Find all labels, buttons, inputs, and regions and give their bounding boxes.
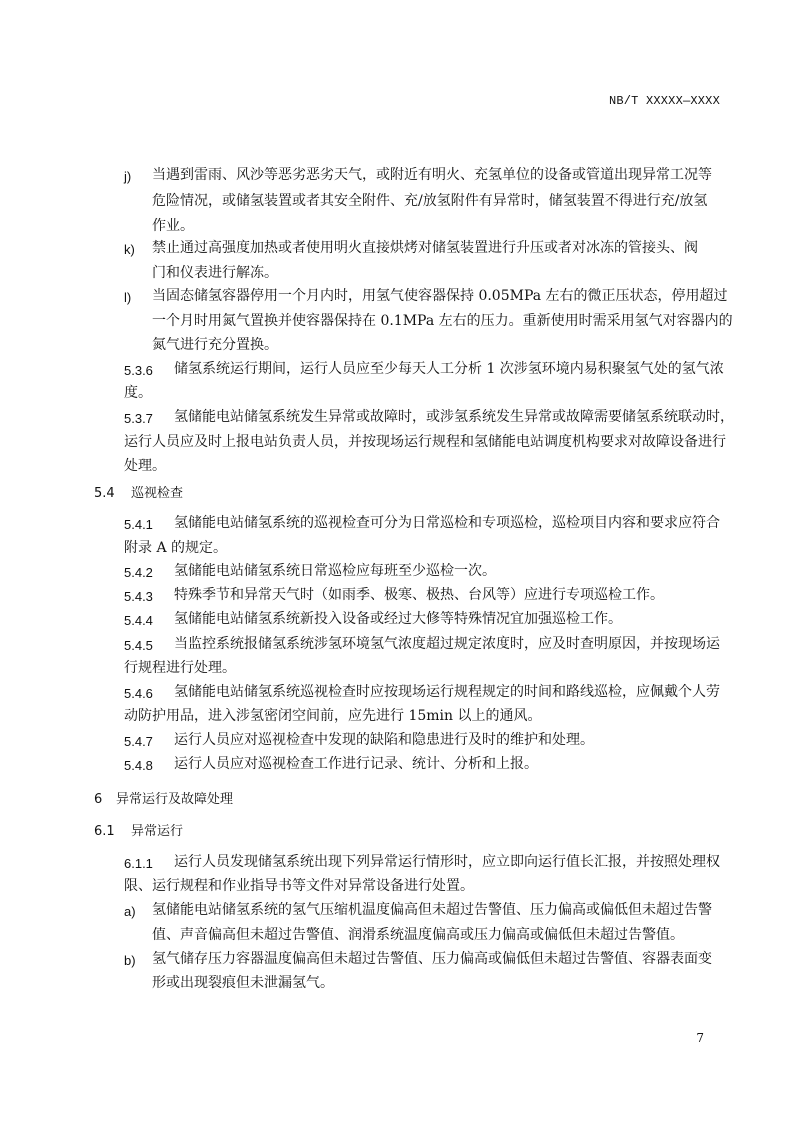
paragraph-line: 氢储能电站储氢系统日常巡检应每班至少巡检一次。 <box>174 563 496 579</box>
paragraph-line: 特殊季节和异常天气时（如雨季、极寒、极热、台风等）应进行专项巡检工作。 <box>174 587 664 603</box>
paragraph-line: 作业。 <box>152 218 194 234</box>
paragraph-line: 危险情况，或储氢装置或者其安全附件、充/放氢附件有异常时，储氢装置不得进行充/放氢 <box>152 193 708 209</box>
clause-number: 5.4.1 <box>124 517 153 532</box>
clause-number: 5.4.6 <box>124 686 153 701</box>
paragraph-line: 度。 <box>124 385 152 401</box>
paragraph-line: 氢储能电站储氢系统新投入设备或经过大修等特殊情况宜加强巡检工作。 <box>174 611 622 627</box>
standard-code-header: NB/T XXXXX—XXXX <box>608 94 720 108</box>
paragraph-line: 氢储能电站储氢系统的氢气压缩机温度偏高但未超过告警值、压力偏高或偏低但未超过告警 <box>152 902 712 918</box>
section-heading-number: 5.4 <box>94 486 115 501</box>
paragraph-line: 运行人员应及时上报电站负责人员，并按现场运行规程和氢储能电站调度机构要求对故障设备进行 <box>124 434 726 450</box>
paragraph-line: 氢储能电站储氢系统发生异常或故障时，或涉氢系统发生异常或故障需要储氢系统联动时， <box>174 409 734 425</box>
list-label-b: b) <box>124 953 136 968</box>
clause-number: 5.4.4 <box>124 613 153 628</box>
paragraph-line: 行规程进行处理。 <box>124 660 236 676</box>
paragraph-line: 禁止通过高强度加热或者使用明火直接烘烤对储氢装置进行升压或者对冰冻的管接头、阀 <box>152 240 698 256</box>
paragraph-line: 当监控系统报储氢系统涉氢环境氢气浓度超过规定浓度时，应及时查明原因，并按现场运 <box>174 636 720 652</box>
page-number: 7 <box>696 1031 704 1045</box>
list-label-l: l) <box>124 290 132 305</box>
clause-number: 5.4.7 <box>124 734 153 749</box>
list-label-k: k) <box>124 242 135 257</box>
clause-number: 5.3.6 <box>124 363 153 378</box>
paragraph-line: 氢储能电站储氢系统的巡视检查可分为日常巡检和专项巡检，巡检项目内容和要求应符合 <box>174 515 720 531</box>
section-heading-title: 巡视检查 <box>131 486 184 501</box>
clause-number: 5.4.3 <box>124 589 153 604</box>
paragraph-line: 当遇到雷雨、风沙等恶劣恶劣天气，或附近有明火、充氢单位的设备或管道出现异常工况等 <box>152 167 712 183</box>
paragraph-line: 氮气进行充分置换。 <box>152 337 278 353</box>
paragraph-line: 限、运行规程和作业指导书等文件对异常设备进行处置。 <box>124 878 474 894</box>
paragraph-line: 储氢系统运行期间，运行人员应至少每天人工分析 1 次涉氢环境内易积聚氢气处的氢气浓 <box>174 361 724 377</box>
list-label-j: j) <box>124 169 132 184</box>
paragraph-line: 值、声音偏高但未超过告警值、润滑系统温度偏高或压力偏高或偏低但未超过告警值。 <box>152 927 684 943</box>
paragraph-line: 运行人员应对巡视检查中发现的缺陷和隐患进行及时的维护和处理。 <box>174 732 594 748</box>
section-heading-title: 异常运行 <box>131 824 184 839</box>
chapter-heading-number: 6 <box>94 792 103 807</box>
clause-number: 5.4.8 <box>124 758 153 773</box>
paragraph-line: 氢气储存压力容器温度偏高但未超过告警值、压力偏高或偏低但未超过告警值、容器表面变 <box>152 951 712 967</box>
clause-number: 5.4.2 <box>124 565 153 580</box>
paragraph-line: 运行人员应对巡视检查工作进行记录、统计、分析和上报。 <box>174 756 538 772</box>
section-heading-number: 6.1 <box>94 824 115 839</box>
paragraph-line: 附录 A 的规定。 <box>124 540 228 556</box>
paragraph-line: 门和仪表进行解冻。 <box>152 265 278 281</box>
chapter-heading-title: 异常运行及故障处理 <box>116 792 234 807</box>
clause-number: 5.4.5 <box>124 638 153 653</box>
paragraph-line: 一个月时用氮气置换并使容器保持在 0.1MPa 左右的压力。重新使用时需采用氢气对容器内的 <box>152 313 733 329</box>
paragraph-line: 当固态储氢容器停用一个月内时，用氢气使容器保持 0.05MPa 左右的微正压状态，停用超过 <box>152 288 728 304</box>
paragraph-line: 形或出现裂痕但未泄漏氢气。 <box>152 975 334 991</box>
list-label-a: a) <box>124 904 136 919</box>
paragraph-line: 处理。 <box>124 458 166 474</box>
paragraph-line: 氢储能电站储氢系统巡视检查时应按现场运行规程规定的时间和路线巡检，应佩戴个人劳 <box>174 684 720 700</box>
clause-number: 6.1.1 <box>124 856 153 871</box>
paragraph-line: 运行人员发现储氢系统出现下列异常运行情形时，应立即向运行值长汇报，并按照处理权 <box>174 854 720 870</box>
clause-number: 5.3.7 <box>124 411 153 426</box>
paragraph-line: 动防护用品，进入涉氢密闭空间前，应先进行 15min 以上的通风。 <box>124 708 542 724</box>
